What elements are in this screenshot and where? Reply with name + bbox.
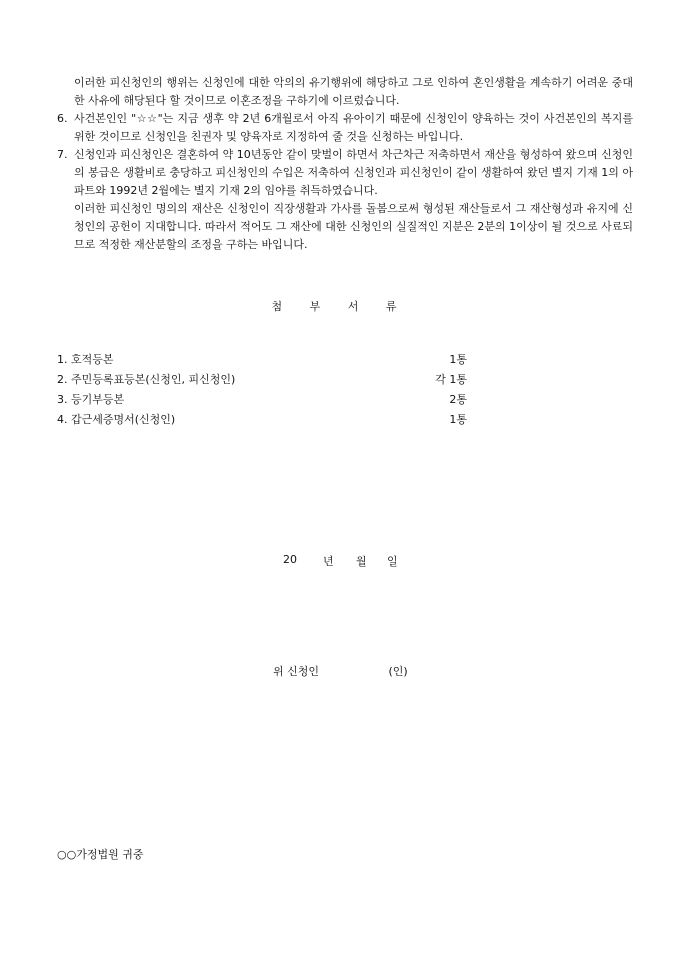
date-year: 20 <box>283 553 297 566</box>
seal-mark: (인) <box>388 665 408 678</box>
item-7-text: 신청인과 피신청인은 결혼하여 약 10년동안 같이 맞벌이 하면서 차근차근 저축하면서 재산을 형성하여 왔으며 신청인의 봉급은 생활비로 충당하고 피신청인의 수입은 저축하여 신청인과 피신청인이 같이 생활하여 왔던 별지 기재 1의 아파트와 1992년 2월에는 별지 기재 2의 임야를 취득하였습니다. <box>74 148 633 197</box>
signature-line <box>273 663 408 679</box>
date-line <box>283 553 398 569</box>
attachment-qty: 각 1통 <box>435 373 467 386</box>
paragraph-abandonment: 이러한 피신청인의 행위는 신청인에 대한 악의의 유기행위에 해당하고 그로 인하여 혼인생활을 계속하기 어려운 중대한 사유에 해당된다 할 것이므로 이혼조정을 구하기에 이르렀습니다. <box>74 76 633 107</box>
attachments-list <box>57 350 467 430</box>
attachment-label: 2. 주민등록표등본(신청인, 피신청인) <box>57 373 236 386</box>
attachments-title: 첨 부 서 류 <box>271 300 409 313</box>
list-item <box>57 350 467 370</box>
attachment-label: 1. 호적등본 <box>57 353 114 366</box>
attachment-qty: 1통 <box>449 353 467 366</box>
item-6-number: 6. <box>57 112 68 125</box>
list-item <box>57 390 467 410</box>
attachment-qty: 1통 <box>449 413 467 426</box>
date-day-unit: 일 <box>387 555 398 568</box>
item-6-text: 사건본인인 "☆☆"는 지금 생후 약 2년 6개월로서 아직 유아이기 때문에 신청인이 양육하는 것이 사건본인의 복지를 위한 것이므로 신청인을 친권자 및 양육자로 지정하여 줄 것을 신청하는 바입니다. <box>74 112 633 143</box>
item-7-number: 7. <box>57 148 68 161</box>
date-year-unit: 년 <box>323 555 334 568</box>
paragraph-property-division: 이러한 피신청인 명의의 재산은 신청인이 직장생활과 가사를 돌봄으로써 형성된 재산들로서 그 재산형성과 유지에 신청인의 공헌이 지대합니다. 따라서 적어도 그 재산에 대한 신청인의 실질적인 지분은 2분의 1이상이 될 것으로 사료되므로 적정한 재산분할의 조정을 구하는 바입니다. <box>74 202 633 251</box>
date-month-unit: 월 <box>356 555 367 568</box>
attachment-qty: 2통 <box>449 393 467 406</box>
signature-label: 위 신청인 <box>273 665 320 678</box>
list-item <box>57 410 467 430</box>
petition-body <box>57 74 633 254</box>
item-6 <box>57 110 633 146</box>
attachment-label: 4. 갑근세증명서(신청인) <box>57 413 176 426</box>
attachment-label: 3. 등기부등본 <box>57 393 125 406</box>
item-7 <box>57 146 633 200</box>
court-addressee: ○○가정법원 귀중 <box>57 848 144 861</box>
list-item <box>57 370 467 390</box>
